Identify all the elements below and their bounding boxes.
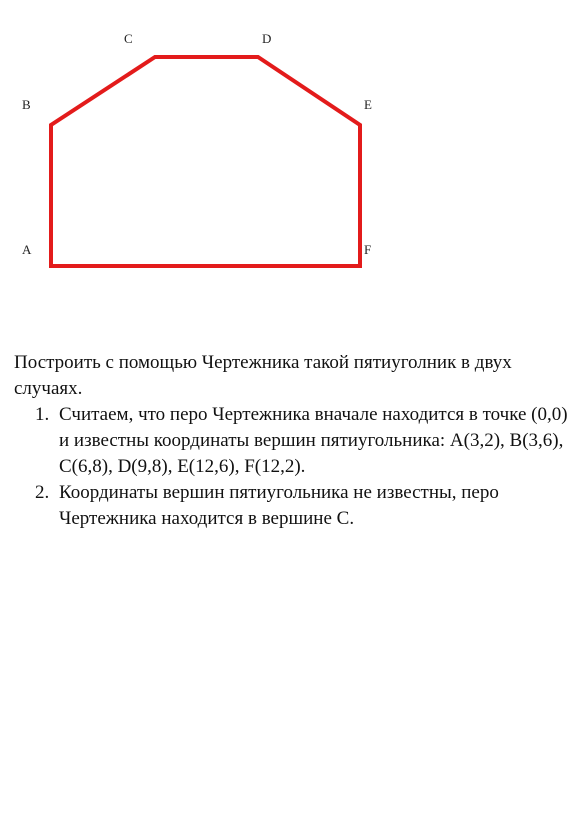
pentagon-figure [0, 0, 576, 300]
task-text [14, 350, 570, 532]
vertex-label-f: F [364, 242, 372, 257]
task-list [14, 402, 570, 532]
vertex-label-c: C [124, 31, 133, 46]
list-item [14, 402, 570, 480]
list-item [14, 480, 570, 532]
list-item-number: 2. [35, 482, 50, 503]
list-item-number: 1. [35, 404, 50, 425]
vertex-label-a: A [22, 242, 32, 257]
vertex-label-b: B [22, 97, 31, 112]
task-intro: Построить с помощью Чертежника такой пятиуголник в двух случаях. [14, 352, 512, 399]
list-item-text: Считаем, что перо Чертежника вначале находится в точке (0,0) и известны координаты вершин пятиугольника: A(3,2), B(3,6), C(6,8), D(9,8), E(12,6), F(12,2). [59, 404, 568, 477]
vertex-label-e: E [364, 97, 372, 112]
vertex-label-d: D [262, 31, 272, 46]
list-item-text: Координаты вершин пятиугольника не известны, перо Чертежника находится в вершине С. [59, 482, 499, 529]
pentagon-shape [51, 57, 360, 266]
